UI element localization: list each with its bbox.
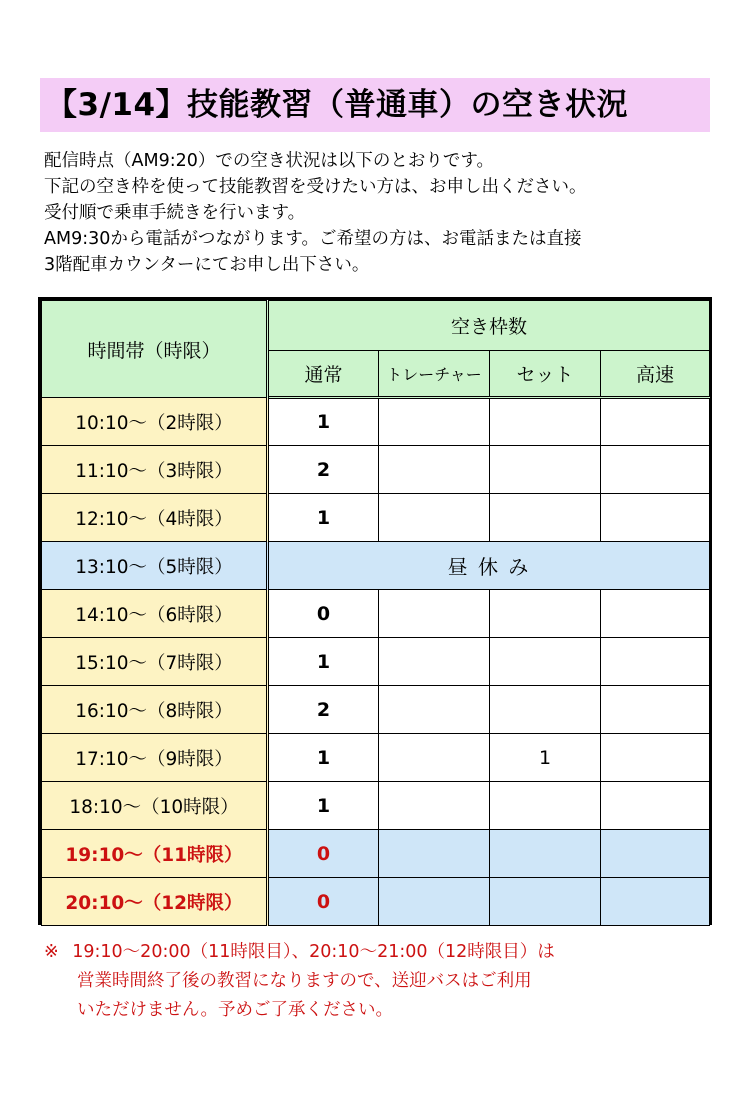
set-cell xyxy=(490,686,601,734)
note-line: いただけません。予めご了承ください。 xyxy=(77,1000,394,1020)
highway-cell xyxy=(601,782,710,830)
highway-cell xyxy=(601,446,710,494)
intro-line: 受付順で乗車手続きを行います。 xyxy=(44,203,306,223)
highway-cell xyxy=(601,734,710,782)
regular-cell: 2 xyxy=(268,686,379,734)
trainer-cell xyxy=(379,782,490,830)
trainer-cell xyxy=(379,590,490,638)
regular-cell: 1 xyxy=(268,734,379,782)
regular-cell: 1 xyxy=(268,398,379,446)
table-row-evening xyxy=(42,878,710,926)
table-row xyxy=(42,638,710,686)
trainer-cell xyxy=(379,686,490,734)
note-mark: ※ xyxy=(44,942,59,962)
time-cell: 11:10～（3時限） xyxy=(42,446,268,494)
set-cell xyxy=(490,446,601,494)
set-cell xyxy=(490,830,601,878)
highway-cell xyxy=(601,638,710,686)
column-header: セット xyxy=(490,351,601,398)
table-row xyxy=(42,734,710,782)
table-row xyxy=(42,494,710,542)
table-row xyxy=(42,686,710,734)
highway-cell xyxy=(601,878,710,926)
column-header: 通常 xyxy=(268,351,379,398)
column-header: トレーチャー xyxy=(379,351,490,398)
time-cell: 10:10～（2時限） xyxy=(42,398,268,446)
trainer-cell xyxy=(379,494,490,542)
regular-cell: 1 xyxy=(268,638,379,686)
trainer-cell xyxy=(379,398,490,446)
regular-cell: 0 xyxy=(268,830,379,878)
time-cell: 14:10～（6時限） xyxy=(42,590,268,638)
table-row xyxy=(42,590,710,638)
time-cell: 17:10～（9時限） xyxy=(42,734,268,782)
table-row xyxy=(42,398,710,446)
time-cell: 19:10～（11時限） xyxy=(42,830,268,878)
set-cell xyxy=(490,398,601,446)
set-cell xyxy=(490,590,601,638)
trainer-cell xyxy=(379,830,490,878)
trainer-cell xyxy=(379,638,490,686)
regular-cell: 1 xyxy=(268,494,379,542)
availability-table xyxy=(38,297,712,925)
time-cell: 12:10～（4時限） xyxy=(42,494,268,542)
set-cell xyxy=(490,878,601,926)
note-line: 営業時間終了後の教習になりますので、送迎バスはご利用 xyxy=(77,971,532,991)
set-cell xyxy=(490,638,601,686)
page-title: 【3/14】技能教習（普通車）の空き状況 xyxy=(40,78,710,132)
set-cell xyxy=(490,494,601,542)
set-cell xyxy=(490,782,601,830)
regular-cell: 0 xyxy=(268,878,379,926)
time-cell: 13:10～（5時限） xyxy=(42,542,268,590)
footnote xyxy=(44,938,724,1025)
regular-cell: 2 xyxy=(268,446,379,494)
regular-cell: 1 xyxy=(268,782,379,830)
table-row-evening xyxy=(42,830,710,878)
time-cell: 16:10～（8時限） xyxy=(42,686,268,734)
table-row xyxy=(42,782,710,830)
time-cell: 15:10～（7時限） xyxy=(42,638,268,686)
highway-cell xyxy=(601,494,710,542)
highway-cell xyxy=(601,398,710,446)
highway-cell xyxy=(601,686,710,734)
trainer-cell xyxy=(379,734,490,782)
highway-cell xyxy=(601,830,710,878)
table-row xyxy=(42,446,710,494)
time-cell: 18:10～（10時限） xyxy=(42,782,268,830)
trainer-cell xyxy=(379,878,490,926)
slots-header: 空き枠数 xyxy=(268,301,710,351)
highway-cell xyxy=(601,590,710,638)
intro-line: AM9:30から電話がつながります。ご希望の方は、お電話または直接 xyxy=(44,229,582,249)
intro-line: 下記の空き枠を使って技能教習を受けたい方は、お申し出ください。 xyxy=(44,177,587,197)
intro-text xyxy=(44,148,724,278)
column-header: 高速 xyxy=(601,351,710,398)
intro-line: 配信時点（AM9:20）での空き状況は以下のとおりです。 xyxy=(44,151,494,171)
lunch-break-cell: 昼 休 み xyxy=(268,542,710,590)
time-header: 時間帯（時限） xyxy=(42,301,268,398)
time-cell: 20:10～（12時限） xyxy=(42,878,268,926)
table-row-lunch xyxy=(42,542,710,590)
intro-line: 3階配車カウンターにてお申し出下さい。 xyxy=(44,255,370,275)
note-line: 19:10～20:00（11時限目）、20:10～21:00（12時限目）は xyxy=(72,942,555,962)
regular-cell: 0 xyxy=(268,590,379,638)
set-cell: 1 xyxy=(490,734,601,782)
trainer-cell xyxy=(379,446,490,494)
